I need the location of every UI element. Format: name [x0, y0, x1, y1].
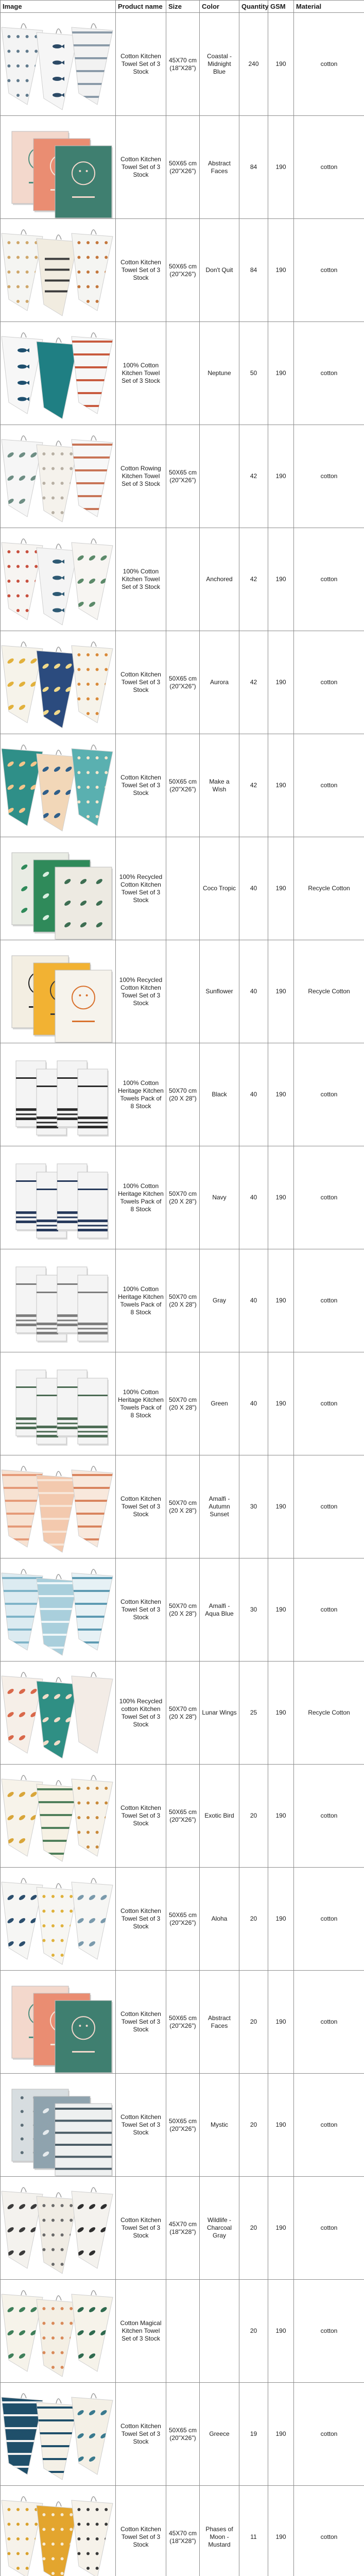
- color-cell: Coco Tropic: [200, 837, 239, 940]
- towels-hanging-icon: [1, 425, 116, 528]
- product-image-cell: [1, 1352, 116, 1455]
- color-cell: Gray: [200, 1249, 239, 1352]
- gsm-cell: 190: [268, 837, 294, 940]
- size-cell: 50X65 cm (20"X26"): [166, 116, 200, 219]
- color-cell: Aurora: [200, 631, 239, 734]
- product-name-cell: Cotton Kitchen Towel Set of 3 Stock: [116, 13, 166, 116]
- towels-hanging-icon: [1, 2486, 116, 2576]
- product-name-cell: Cotton Kitchen Towel Set of 3 Stock: [116, 1455, 166, 1558]
- header-row: [1, 1, 364, 13]
- table-row: [1, 734, 364, 837]
- product-image-cell: [1, 1662, 116, 1765]
- color-cell: Navy: [200, 1146, 239, 1249]
- product-name-cell: Cotton Kitchen Towel Set of 3 Stock: [116, 734, 166, 837]
- header-gsm: GSM: [268, 1, 294, 13]
- towels-hanging-icon: [1, 631, 116, 734]
- quantity-cell: 20: [239, 1765, 268, 1868]
- size-cell: [166, 837, 200, 940]
- quantity-cell: 30: [239, 1558, 268, 1662]
- quantity-cell: 20: [239, 2074, 268, 2177]
- material-cell: cotton: [294, 2177, 364, 2280]
- size-cell: 50X70 cm (20 X 28"): [166, 1043, 200, 1146]
- product-name-cell: 100% Cotton Heritage Kitchen Towels Pack of 8 Stock: [116, 1146, 166, 1249]
- material-cell: cotton: [294, 2074, 364, 2177]
- table-row: [1, 631, 364, 734]
- product-image-cell: [1, 322, 116, 425]
- towels-hanging-icon: [1, 2280, 116, 2382]
- product-name-cell: Cotton Kitchen Towel Set of 3 Stock: [116, 631, 166, 734]
- quantity-cell: 11: [239, 2486, 268, 2576]
- product-image-cell: [1, 13, 116, 116]
- size-cell: 50X65 cm (20"X26"): [166, 425, 200, 528]
- product-image-cell: [1, 116, 116, 219]
- product-image-cell: [1, 631, 116, 734]
- color-cell: Green: [200, 1352, 239, 1455]
- material-cell: cotton: [294, 734, 364, 837]
- product-name-cell: 100% Cotton Heritage Kitchen Towels Pack of 8 Stock: [116, 1043, 166, 1146]
- towels-flat-icon: [1, 837, 116, 940]
- product-image-cell: [1, 734, 116, 837]
- gsm-cell: 190: [268, 116, 294, 219]
- towels-hanging-icon: [1, 1455, 116, 1558]
- size-cell: 50X70 cm (20 X 28"): [166, 1352, 200, 1455]
- material-cell: Recycle Cotton: [294, 1662, 364, 1765]
- quantity-cell: 40: [239, 1146, 268, 1249]
- material-cell: cotton: [294, 1455, 364, 1558]
- material-cell: cotton: [294, 1043, 364, 1146]
- gsm-cell: 190: [268, 631, 294, 734]
- color-cell: Sunflower: [200, 940, 239, 1043]
- table-row: [1, 1662, 364, 1765]
- size-cell: 50X65 cm (20"X26"): [166, 2074, 200, 2177]
- color-cell: Phases of Moon - Mustard: [200, 2486, 239, 2576]
- color-cell: Lunar Wings: [200, 1662, 239, 1765]
- product-image-cell: [1, 1868, 116, 1971]
- table-row: [1, 528, 364, 631]
- towels-hanging-icon: [1, 734, 116, 837]
- table-row: [1, 940, 364, 1043]
- color-cell: Wildlife - Charcoal Gray: [200, 2177, 239, 2280]
- gsm-cell: 190: [268, 322, 294, 425]
- product-name-cell: Cotton Kitchen Towel Set of 3 Stock: [116, 1868, 166, 1971]
- product-image-cell: [1, 2383, 116, 2486]
- size-cell: [166, 2280, 200, 2383]
- material-cell: cotton: [294, 528, 364, 631]
- gsm-cell: 190: [268, 2383, 294, 2486]
- table-row: [1, 116, 364, 219]
- gsm-cell: 190: [268, 1146, 294, 1249]
- quantity-cell: 40: [239, 837, 268, 940]
- material-cell: cotton: [294, 1249, 364, 1352]
- header-color: Color: [200, 1, 239, 13]
- product-name-cell: Cotton Kitchen Towel Set of 3 Stock: [116, 2486, 166, 2576]
- quantity-cell: 40: [239, 940, 268, 1043]
- table-body: [1, 13, 364, 2576]
- size-cell: 50X70 cm (20 X 28"): [166, 1558, 200, 1662]
- material-cell: Recycle Cotton: [294, 940, 364, 1043]
- size-cell: 45X70 cm (18"X28"): [166, 13, 200, 116]
- material-cell: cotton: [294, 13, 364, 116]
- material-cell: cotton: [294, 1352, 364, 1455]
- quantity-cell: 42: [239, 734, 268, 837]
- material-cell: cotton: [294, 322, 364, 425]
- size-cell: 50X65 cm (20"X26"): [166, 631, 200, 734]
- table-row: [1, 1352, 364, 1455]
- size-cell: 50X65 cm (20"X26"): [166, 1971, 200, 2074]
- size-cell: 50X65 cm (20"X26"): [166, 734, 200, 837]
- material-cell: cotton: [294, 1971, 364, 2074]
- gsm-cell: 190: [268, 425, 294, 528]
- table-row: [1, 1558, 364, 1662]
- table-row: [1, 2177, 364, 2280]
- table-row: [1, 2074, 364, 2177]
- product-name-cell: 100% Recycled cotton Kitchen Towel Set of 3 Stock: [116, 1662, 166, 1765]
- gsm-cell: 190: [268, 2280, 294, 2383]
- product-name-cell: Cotton Kitchen Towel Set of 3 Stock: [116, 1558, 166, 1662]
- color-cell: Greece: [200, 2383, 239, 2486]
- product-image-cell: [1, 1455, 116, 1558]
- size-cell: [166, 940, 200, 1043]
- gsm-cell: 190: [268, 528, 294, 631]
- size-cell: [166, 322, 200, 425]
- table-row: [1, 1249, 364, 1352]
- towels-hanging-icon: [1, 1558, 116, 1661]
- header-material: Material: [294, 1, 364, 13]
- table-row: [1, 322, 364, 425]
- material-cell: cotton: [294, 2383, 364, 2486]
- color-cell: Anchored: [200, 528, 239, 631]
- gsm-cell: 190: [268, 1662, 294, 1765]
- quantity-cell: 84: [239, 219, 268, 322]
- table-row: [1, 1971, 364, 2074]
- size-cell: 50X65 cm (20"X26"): [166, 1868, 200, 1971]
- towels-hanging-icon: [1, 219, 116, 321]
- product-image-cell: [1, 425, 116, 528]
- towels-hanging-icon: [1, 1765, 116, 1867]
- color-cell: Make a Wish: [200, 734, 239, 837]
- product-image-cell: [1, 2486, 116, 2576]
- quantity-cell: 40: [239, 1249, 268, 1352]
- quantity-cell: 42: [239, 425, 268, 528]
- color-cell: Mystic: [200, 2074, 239, 2177]
- towels-hanging-icon: [1, 1868, 116, 1970]
- product-name-cell: Cotton Kitchen Towel Set of 3 Stock: [116, 1765, 166, 1868]
- quantity-cell: 20: [239, 1971, 268, 2074]
- color-cell: Aloha: [200, 1868, 239, 1971]
- size-cell: 45X70 cm (18"X28"): [166, 2177, 200, 2280]
- header-product-name: Product name: [116, 1, 166, 13]
- quantity-cell: 84: [239, 116, 268, 219]
- towel-stack-icon: [1, 1043, 116, 1146]
- towel-stack-icon: [1, 1146, 116, 1249]
- material-cell: cotton: [294, 116, 364, 219]
- product-image-cell: [1, 837, 116, 940]
- color-cell: Neptune: [200, 322, 239, 425]
- table-row: [1, 1043, 364, 1146]
- product-name-cell: Cotton Kitchen Towel Set of 3 Stock: [116, 219, 166, 322]
- table-row: [1, 2280, 364, 2383]
- material-cell: cotton: [294, 1868, 364, 1971]
- gsm-cell: 190: [268, 2074, 294, 2177]
- product-name-cell: Cotton Rowing Kitchen Towel Set of 3 Stock: [116, 425, 166, 528]
- color-cell: [200, 2280, 239, 2383]
- material-cell: cotton: [294, 1765, 364, 1868]
- color-cell: Abstract Faces: [200, 1971, 239, 2074]
- color-cell: Coastal - Midnight Blue: [200, 13, 239, 116]
- color-cell: Abstract Faces: [200, 116, 239, 219]
- gsm-cell: 190: [268, 1043, 294, 1146]
- size-cell: 50X70 cm (20 X 28"): [166, 1662, 200, 1765]
- product-name-cell: Cotton Kitchen Towel Set of 3 Stock: [116, 2177, 166, 2280]
- product-image-cell: [1, 2280, 116, 2383]
- size-cell: 45X70 cm (18"X28"): [166, 2486, 200, 2576]
- towel-stack-icon: [1, 1352, 116, 1455]
- towels-hanging-icon: [1, 2383, 116, 2485]
- size-cell: 50X70 cm (20 X 28"): [166, 1146, 200, 1249]
- product-image-cell: [1, 219, 116, 322]
- product-name-cell: Cotton Magical Kitchen Towel Set of 3 Stock: [116, 2280, 166, 2383]
- gsm-cell: 190: [268, 940, 294, 1043]
- product-image-cell: [1, 940, 116, 1043]
- size-cell: 50X65 cm (20"X26"): [166, 219, 200, 322]
- material-cell: Recycle Cotton: [294, 837, 364, 940]
- product-image-cell: [1, 1146, 116, 1249]
- gsm-cell: 190: [268, 2177, 294, 2280]
- quantity-cell: 20: [239, 1868, 268, 1971]
- color-cell: [200, 425, 239, 528]
- towel-stack-icon: [1, 1249, 116, 1352]
- size-cell: 50X70 cm (20 X 28"): [166, 1455, 200, 1558]
- product-image-cell: [1, 2177, 116, 2280]
- quantity-cell: 40: [239, 1352, 268, 1455]
- color-cell: Exotic Bird: [200, 1765, 239, 1868]
- gsm-cell: 190: [268, 1249, 294, 1352]
- table-header: [1, 1, 364, 13]
- table-row: [1, 13, 364, 116]
- gsm-cell: 190: [268, 1971, 294, 2074]
- material-cell: cotton: [294, 425, 364, 528]
- gsm-cell: 190: [268, 734, 294, 837]
- gsm-cell: 190: [268, 1558, 294, 1662]
- towels-hanging-icon: [1, 528, 116, 631]
- table-row: [1, 425, 364, 528]
- product-image-cell: [1, 528, 116, 631]
- color-cell: Amalfi - Aqua Blue: [200, 1558, 239, 1662]
- towels-flat-icon: [1, 116, 116, 218]
- size-cell: 50X70 cm (20 X 28"): [166, 1249, 200, 1352]
- color-cell: Black: [200, 1043, 239, 1146]
- header-size: Size: [166, 1, 200, 13]
- color-cell: Amalfi - Autumn Sunset: [200, 1455, 239, 1558]
- table-row: [1, 1455, 364, 1558]
- towels-flat-icon: [1, 2074, 116, 2176]
- product-name-cell: 100% Recycled Cotton Kitchen Towel Set of 3 Stock: [116, 940, 166, 1043]
- gsm-cell: 190: [268, 1765, 294, 1868]
- table-row: [1, 2486, 364, 2576]
- gsm-cell: 190: [268, 1868, 294, 1971]
- product-image-cell: [1, 1765, 116, 1868]
- header-quantity: Quantity: [239, 1, 268, 13]
- towels-hanging-icon: [1, 1662, 116, 1764]
- gsm-cell: 190: [268, 1455, 294, 1558]
- quantity-cell: 50: [239, 322, 268, 425]
- product-name-cell: Cotton Kitchen Towel Set of 3 Stock: [116, 1971, 166, 2074]
- product-image-cell: [1, 1249, 116, 1352]
- table-row: [1, 1868, 364, 1971]
- product-name-cell: 100% Cotton Heritage Kitchen Towels Pack of 8 Stock: [116, 1352, 166, 1455]
- table-row: [1, 837, 364, 940]
- material-cell: cotton: [294, 2486, 364, 2576]
- gsm-cell: 190: [268, 219, 294, 322]
- quantity-cell: 30: [239, 1455, 268, 1558]
- table-row: [1, 1146, 364, 1249]
- material-cell: cotton: [294, 631, 364, 734]
- product-name-cell: 100% Cotton Heritage Kitchen Towels Pack of 8 Stock: [116, 1249, 166, 1352]
- quantity-cell: 42: [239, 631, 268, 734]
- table-row: [1, 219, 364, 322]
- color-cell: Don't Quit: [200, 219, 239, 322]
- size-cell: 50X65 cm (20"X26"): [166, 1765, 200, 1868]
- product-name-cell: 100% Recycled Cotton Kitchen Towel Set of 3 Stock: [116, 837, 166, 940]
- header-image: Image: [1, 1, 116, 13]
- material-cell: cotton: [294, 219, 364, 322]
- product-name-cell: 100% Cotton Kitchen Towel Set of 3 Stock: [116, 528, 166, 631]
- towels-hanging-icon: [1, 2177, 116, 2279]
- material-cell: cotton: [294, 2280, 364, 2383]
- quantity-cell: 40: [239, 1043, 268, 1146]
- size-cell: [166, 528, 200, 631]
- gsm-cell: 190: [268, 2486, 294, 2576]
- quantity-cell: 19: [239, 2383, 268, 2486]
- quantity-cell: 25: [239, 1662, 268, 1765]
- towels-hanging-icon: [1, 322, 116, 425]
- gsm-cell: 190: [268, 13, 294, 116]
- product-image-cell: [1, 1971, 116, 2074]
- product-image-cell: [1, 1558, 116, 1662]
- product-image-cell: [1, 2074, 116, 2177]
- product-name-cell: Cotton Kitchen Towel Set of 3 Stock: [116, 2383, 166, 2486]
- product-name-cell: 100% Cotton Kitchen Towel Set of 3 Stock: [116, 322, 166, 425]
- quantity-cell: 240: [239, 13, 268, 116]
- table-row: [1, 2383, 364, 2486]
- quantity-cell: 42: [239, 528, 268, 631]
- towels-flat-icon: [1, 940, 116, 1043]
- towels-hanging-icon: [1, 13, 116, 115]
- quantity-cell: 20: [239, 2177, 268, 2280]
- product-image-cell: [1, 1043, 116, 1146]
- quantity-cell: 20: [239, 2280, 268, 2383]
- product-name-cell: Cotton Kitchen Towel Set of 3 Stock: [116, 2074, 166, 2177]
- material-cell: cotton: [294, 1558, 364, 1662]
- material-cell: cotton: [294, 1146, 364, 1249]
- table-row: [1, 1765, 364, 1868]
- size-cell: 50X65 cm (20"X26"): [166, 2383, 200, 2486]
- gsm-cell: 190: [268, 1352, 294, 1455]
- product-name-cell: Cotton Kitchen Towel Set of 3 Stock: [116, 116, 166, 219]
- towels-flat-icon: [1, 1971, 116, 2073]
